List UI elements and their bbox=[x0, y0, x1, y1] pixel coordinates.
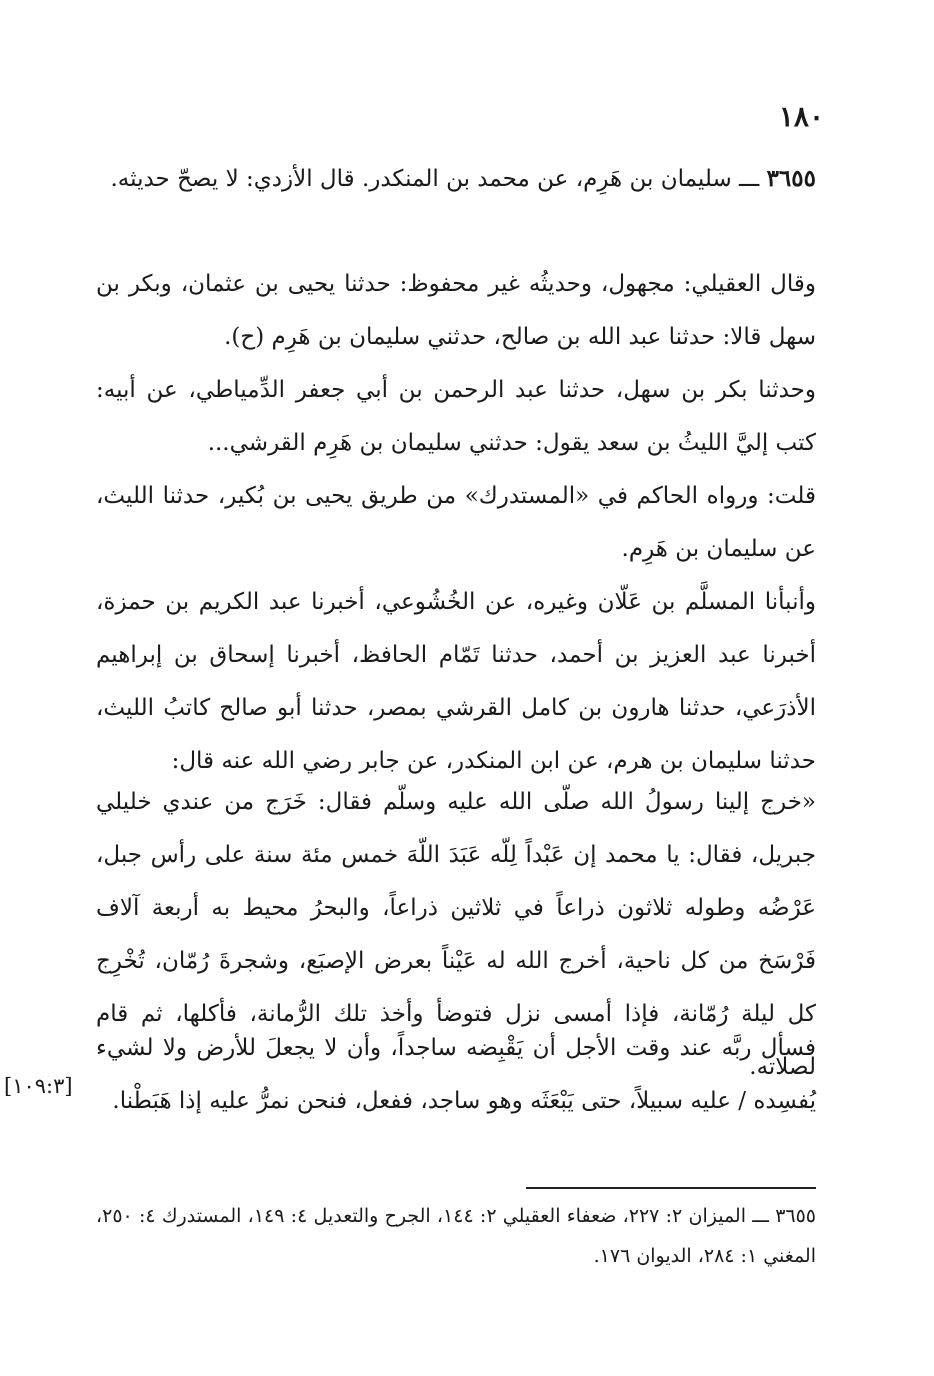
paragraph-text: وحدثنا بكر بن سهل، حدثنا عبد الرحمن بن أبي جعفر الدِّمياطي، عن أبيه: كتب إليَّ الليثُ بن سعد يقول: حدثني سليمان بن هَرِم القرشي... bbox=[96, 377, 816, 456]
paragraph-4 bbox=[96, 576, 816, 788]
paragraph-text: فسأل ربَّه عند وقت الأجل أن يَقْبِضه ساجداً، وأن لا يجعلَ للأرض ولا لشيء يُفسِده / عليه سبيلاً، حتى يَبْعَثَه وهو ساجد، ففعل، فنحن نمرُّ عليه إذا هَبَطْنا. bbox=[96, 1035, 816, 1114]
paragraph-text: وأنبأنا المسلَّم بن عَلّان وغيره، عن الخُشُوعي، أخبرنا عبد الكريم بن حمزة، أخبرنا عبد العزيز بن أحمد، حدثنا تَمّام الحافظ، أخبرنا إسحاق بن إبراهيم الأذرَعي، حدثنا هارون بن كامل القرشي بمصر، حدثنا أبو صالح كاتبُ الليث، حدثنا سليمان بن هرم، عن ابن المنكدر، عن جابر رضي الله عنه قال: bbox=[96, 589, 816, 774]
footnote: ٣٦٥٥ ـــ الميزان ٢: ٢٢٧، ضعفاء العقيلي ٢: ١٤٤، الجرح والتعديل ٤: ١٤٩، المستدرك ٤: ٢٥٠، المغني ١: ٢٨٤، الديوان ١٧٦. bbox=[96, 1205, 817, 1267]
footnotes bbox=[96, 1196, 816, 1276]
entry-heading-line bbox=[96, 152, 816, 206]
footnote-divider bbox=[526, 1187, 816, 1189]
paragraph-1 bbox=[96, 258, 816, 364]
paragraph-6 bbox=[96, 1022, 816, 1128]
entry-number: ٣٦٥٥ bbox=[766, 165, 816, 192]
paragraph-2 bbox=[96, 364, 816, 470]
paragraph-text: وقال العقيلي: مجهول، وحديثُه غير محفوظ: حدثنا يحيى بن عثمان، وبكر بن سهل قالا: حدثنا عبد الله بن صالح، حدثني سليمان بن هَرِم (ح). bbox=[96, 271, 816, 350]
margin-reference: [١٠٩:٣] bbox=[4, 1074, 73, 1098]
entry-heading-text: ـــ سليمان بن هَرِم، عن محمد بن المنكدر. قال الأزدي: لا يصحّ حديثه. bbox=[110, 166, 760, 192]
page-number: ١٨٠ bbox=[778, 100, 824, 133]
paragraph-text: «خرج إلينا رسولُ الله صلّى الله عليه وسلّم فقال: خَرَج من عندي خليلي جبريل، فقال: يا محمد إن عَبْداً لِلّه عَبَدَ اللّهَ خمس مئة سنة على رأس جبل، عَرْضُه وطوله ثلاثون ذراعاً في ثلاثين ذراعاً، والبحرُ محيط به أربعة آلاف فَرْسَخ من كل ناحية، أخرج الله له عَيْناً بعرض الإصبَع، وشجرةَ رُمّان، تُخْرِج كل ليلة رُمّانة، فإذا أمسى نزل فتوضأ وأخذ تلك الرُّمانة، فأكلها، ثم قام لصلاته. bbox=[96, 789, 816, 1080]
paragraph-3 bbox=[96, 470, 816, 576]
paragraph-text: قلت: ورواه الحاكم في «المستدرك» من طريق يحيى بن بُكير، حدثنا الليث، عن سليمان بن هَرِم. bbox=[96, 483, 816, 562]
entry-heading bbox=[96, 152, 816, 206]
